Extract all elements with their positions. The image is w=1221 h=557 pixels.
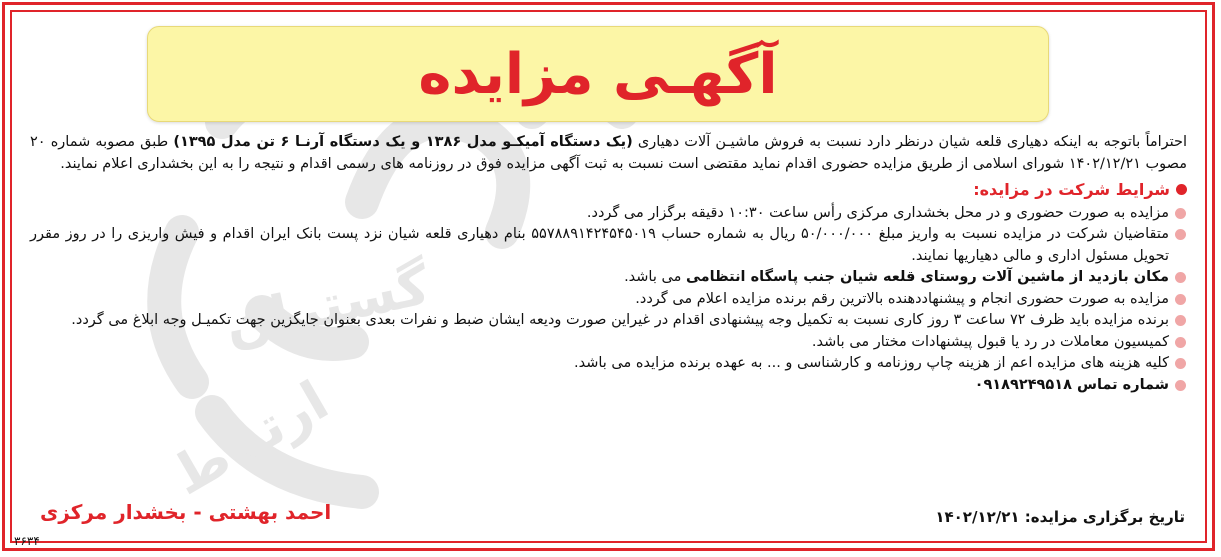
auction-date: تاریخ برگزاری مزایده: ۱۴۰۲/۱۲/۲۱ (935, 508, 1185, 526)
intro-text-before: احتراماً باتوجه به اینکه دهیاری قلعه شیان درنظر دارد نسبت به فروش ماشیـن آلات دهیاری (637, 134, 1188, 150)
condition-item (30, 310, 1187, 332)
ad-code: ۳۶۳۴ (14, 534, 40, 548)
condition-text: کلیه هزینه های مزایده اعم از هزینه چاپ روزنامه و کارشناسی و ... به عهده برنده مزایده می باشد. (573, 355, 1169, 371)
condition-item (30, 224, 1187, 267)
bullet-icon (1175, 337, 1186, 348)
signature: احمد بهشتی - بخشدار مرکزی (40, 500, 332, 524)
condition-text: مزایده به صورت حضوری انجام و پیشنهاددهنده بالاترین رقم برنده مزایده اعلام می گردد. (635, 290, 1169, 307)
condition-item (30, 375, 1187, 397)
condition-text: می باشد. (624, 269, 686, 285)
ad-frame (10, 10, 1207, 543)
bullet-icon (1175, 294, 1186, 305)
bullet-icon (1175, 229, 1186, 240)
condition-item (30, 267, 1187, 289)
condition-item (30, 332, 1187, 354)
heading-bullet-icon (1176, 184, 1187, 195)
bullet-icon (1175, 358, 1186, 369)
conditions-list (30, 203, 1187, 397)
condition-text: مزایده به صورت حضوری و در محل بخشداری مرکزی رأس ساعت ۱۰:۳۰ دقیقه برگزار می گردد. (586, 204, 1169, 221)
conditions-heading-text: شرایط شرکت در مزایده: (973, 180, 1170, 199)
intro-text-after: طبق مصوبه شماره ۲۰ مصوب ۱۴۰۲/۱۲/۲۱ شورای اسلامی از طریق مزایده حضوری اقدام نماید مقتضی است نسبت به ثبت آگهی مزایده فوق در روزنامه های رسمی اقدام و نتیجه را به این بخشداری اعلام نمایند. (30, 134, 1187, 172)
condition-text: متقاضیان شرکت در مزایده نسبت به واریز مبلغ ۵۰/۰۰۰/۰۰۰ ریال به شماره حساب ۵۵۷۸۸۹۱۴۲۴۵۴۵۰۱۹ بنام دهیاری قلعه شیان نزد پست بانک ایران اقدام و فیش واریزی را در روز مقرر تحویل مسئول اداری و مالی دهیاریها نمایند. (30, 226, 1169, 264)
condition-text: کمیسیون معاملات در رد یا قبول پیشنهادات مختار می باشد. (811, 333, 1169, 350)
contact-phone: شماره تماس ۰۹۱۸۹۲۴۹۵۱۸ (974, 376, 1169, 393)
condition-bold: مکان بازدید از ماشین آلات روستای قلعه شیان جنب پاسگاه انتظامی (685, 269, 1169, 285)
bullet-icon (1175, 272, 1186, 283)
ad-title: آگهـی مزایده (418, 41, 778, 107)
intro-bold-items: (یک دستگاه آمیکـو مدل ۱۳۸۶ و یک دستگاه آرنـا ۶ تن مدل ۱۳۹۵) (173, 134, 633, 150)
condition-text: برنده مزایده باید ظرف ۷۲ ساعت ۳ روز کاری نسبت به تکمیل وجه پیشنهادی اقدام در غیراین صورت ودیعه ایشان ضبط و نفرات بعدی بعنوان جایگزین جهت تکمیـل وجه ابلاغ می گردد. (71, 312, 1169, 328)
intro-paragraph (30, 132, 1187, 175)
condition-item (30, 289, 1187, 311)
ad-body (30, 132, 1187, 396)
bullet-icon (1175, 380, 1186, 391)
bullet-icon (1175, 315, 1186, 326)
bullet-icon (1175, 208, 1186, 219)
condition-item (30, 353, 1187, 375)
watermark-text-2: ارتباط (161, 368, 339, 508)
condition-item (30, 203, 1187, 225)
conditions-heading (30, 179, 1187, 201)
title-banner (147, 26, 1049, 122)
watermark-text-1: گستران (219, 253, 435, 358)
